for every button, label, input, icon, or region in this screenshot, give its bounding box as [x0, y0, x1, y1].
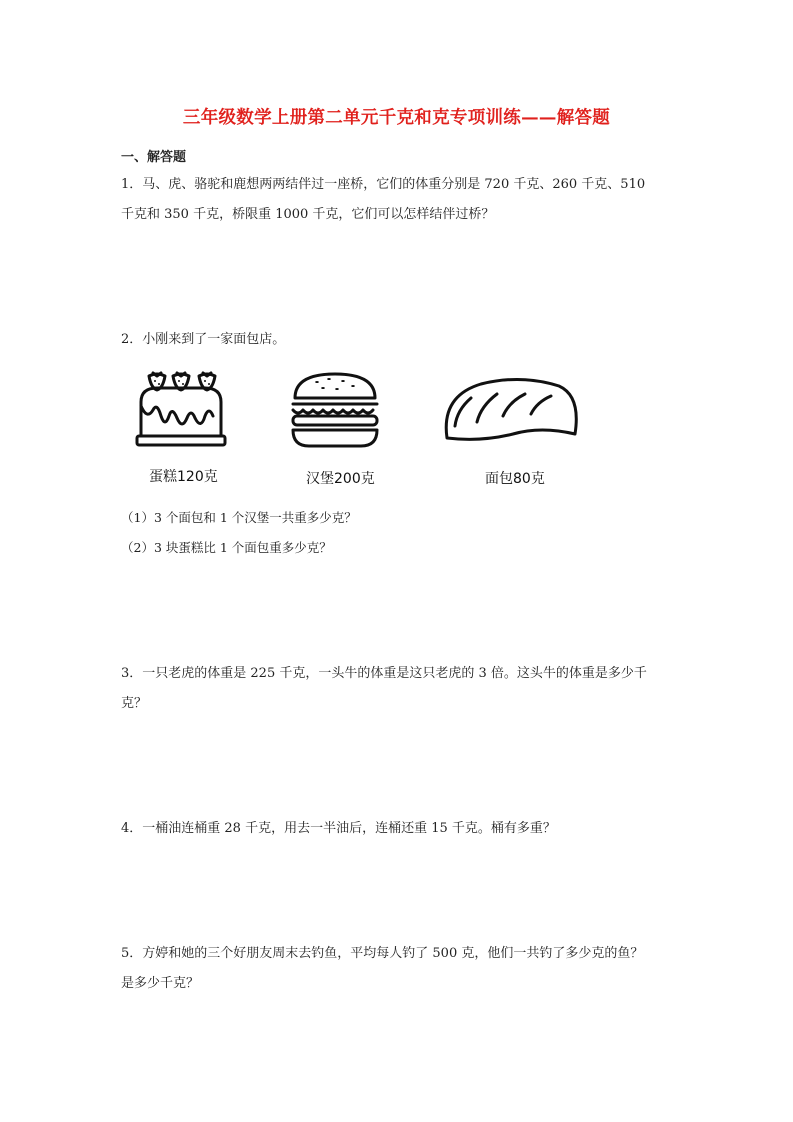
question-1-line-1: 1．马、虎、骆驼和鹿想两两结伴过一座桥，它们的体重分别是 720 千克、260 千克、510 — [121, 177, 646, 192]
sub-question-1: （1）3 个面包和 1 个汉堡一共重多少克？ — [121, 510, 357, 525]
question-1-line-2: 千克和 350 千克，桥限重 1000 千克，它们可以怎样结伴过桥？ — [121, 207, 495, 222]
question-3-line-2: 克？ — [121, 696, 148, 711]
question-3-line-1: 3．一只老虎的体重是 225 千克，一头牛的体重是这只老虎的 3 倍。这头牛的体重是多少千 — [121, 666, 647, 681]
question-5-line-2: 是多少千克？ — [121, 976, 200, 991]
question-4 — [121, 814, 556, 844]
bread-illustration — [441, 376, 581, 446]
question-3 — [121, 659, 647, 719]
bread-label: 面包80克 — [485, 471, 545, 487]
question-5-line-1: 5．方婷和她的三个好朋友周末去钓鱼，平均每人钓了 500 克，他们一共钓了多少克的鱼？ — [121, 946, 644, 961]
sub-question-2: （2）3 块蛋糕比 1 个面包重多少克？ — [121, 540, 332, 555]
bread-icon — [441, 376, 581, 446]
question-2-line-1: 2．小刚来到了一家面包店。 — [121, 332, 286, 347]
hamburger-label: 汉堡200克 — [306, 471, 375, 487]
question-2-sub-questions — [121, 503, 357, 563]
page-title: 三年级数学上册第二单元千克和克专项训练——解答题 — [182, 108, 611, 128]
cake-illustration — [133, 366, 229, 452]
cake-icon — [133, 366, 229, 452]
question-1 — [121, 170, 645, 230]
section-heading: 一、解答题 — [121, 150, 187, 165]
question-2 — [121, 325, 285, 355]
question-5 — [121, 939, 643, 999]
question-4-line-1: 4．一桶油连桶重 28 千克，用去一半油后，连桶还重 15 千克。桶有多重？ — [121, 821, 556, 836]
cake-label: 蛋糕120克 — [149, 469, 218, 485]
hamburger-illustration — [287, 370, 383, 452]
hamburger-icon — [287, 370, 383, 452]
